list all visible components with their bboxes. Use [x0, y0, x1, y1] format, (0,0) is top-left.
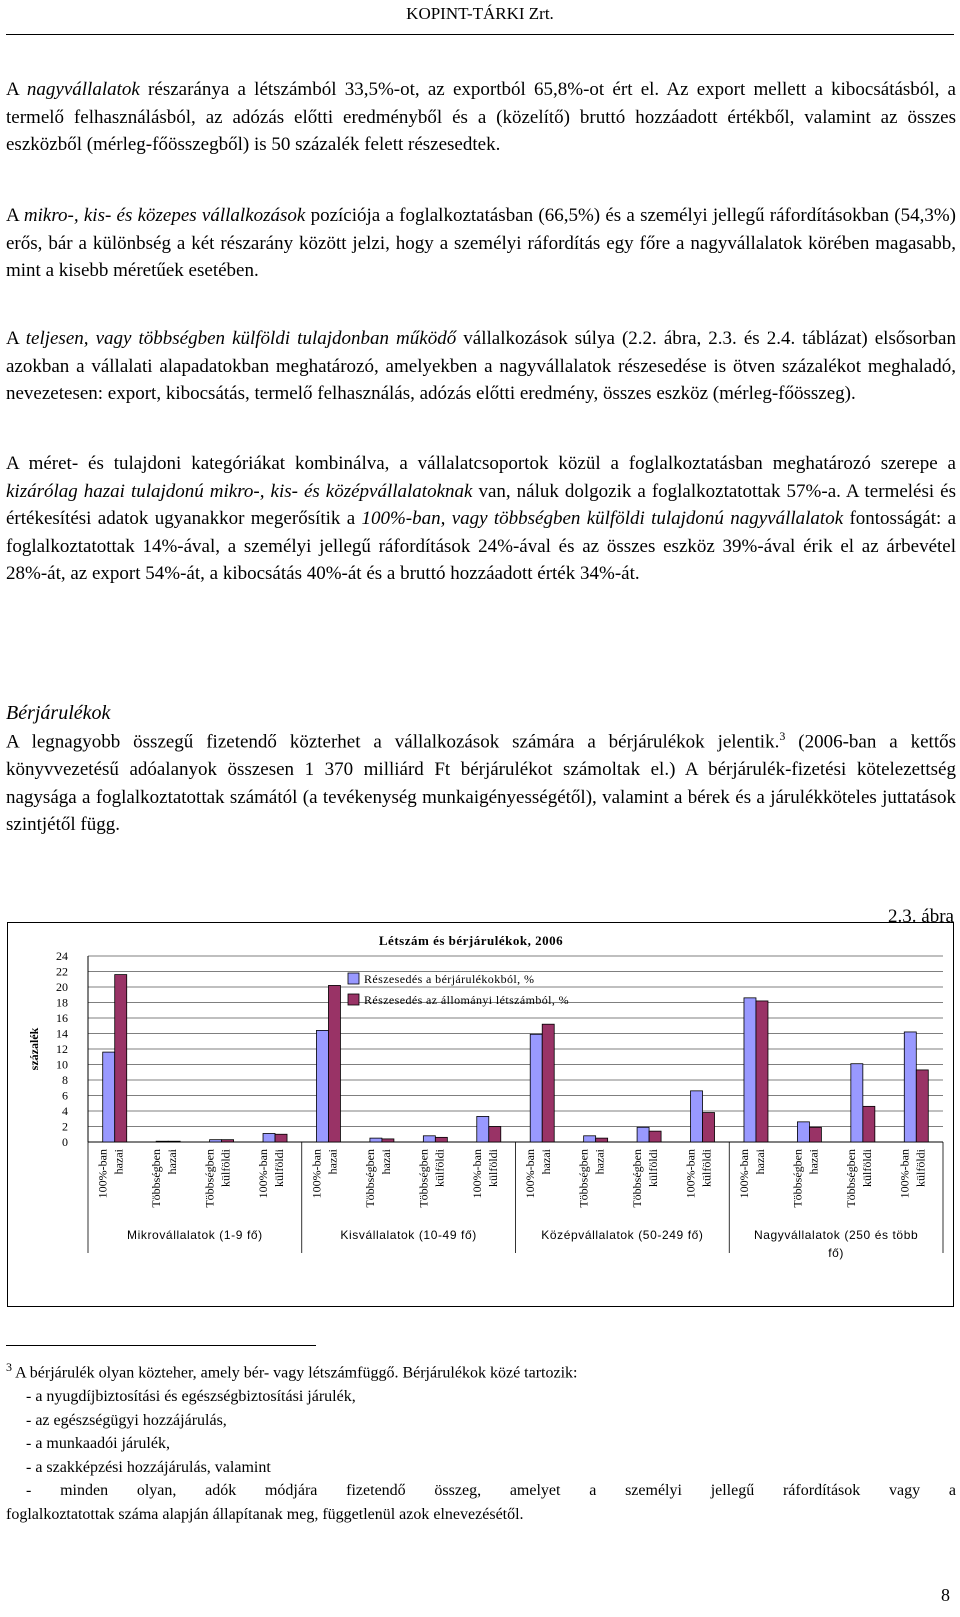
bar: [263, 1133, 275, 1142]
bar: [370, 1138, 382, 1142]
chart-title: Létszám és bérjárulékok, 2006: [378, 933, 564, 948]
footnote-intro: A bérjárulék olyan közteher, amely bér- vagy létszámfüggő. Bérjárulékok közé tartozik:: [12, 1364, 578, 1382]
bar: [222, 1140, 234, 1142]
bar: [797, 1122, 809, 1142]
x-tick-label: Többségben: [362, 1149, 377, 1208]
x-tick-label: hazai: [539, 1149, 554, 1175]
y-tick-label: 16: [56, 1011, 68, 1025]
y-tick-label: 18: [56, 995, 68, 1010]
legend-label: Részesedés a bérjárulékokból, %: [364, 972, 535, 986]
chart-frame: [7, 922, 954, 1307]
bar: [115, 975, 127, 1142]
y-tick-label: 24: [56, 949, 68, 963]
paragraph-payroll-taxes: A legnagyobb összegű fizetendő közterhet a vállalkozások számára a bérjárulékok jelentik.$^3$ (2006-ban a kettős könyvvezetésű adóalanyok összesen 1 370 milliárd Ft bérjárulékot számoltak el.) A bérjárulék-fizetési kötelezettség nagysága a foglalkoztatottak számától (a tevékenység munkaigényességétől), valamint a bérek és a járulékköteles juttatások szintjétől függ.: [6, 729, 956, 836]
x-tick-label: 100%-ban: [469, 1149, 484, 1199]
bar-chart: [8, 923, 953, 1306]
bar: [156, 1141, 168, 1142]
bar: [542, 1024, 554, 1142]
group-label: Középvállalatok (50-249 fő): [541, 1228, 704, 1242]
x-tick-label: 100%-ban: [897, 1149, 912, 1199]
y-tick-label: 6: [62, 1088, 68, 1103]
paragraph-large-enterprises: A nagyvállalatok részaránya a létszámból 33,5%-ot, az exportból 65,8%-ot ért el. Az export mellett a kibocsátásból, a termelő felhasználásból, az adózás előtti eredményből és a (közelítő) bruttó hozzáadott értékből, valamint az összes eszközből (mérleg-főösszegből) is 50 százalék felett részesedtek.: [6, 79, 956, 156]
group-label: Kisvállalatok (10-49 fő): [340, 1228, 477, 1242]
x-tick-label: 100%-ban: [736, 1149, 751, 1199]
bar: [744, 998, 756, 1142]
x-tick-label: hazai: [752, 1149, 767, 1175]
bar: [703, 1113, 715, 1142]
group-label: Mikrovállalatok (1-9 fő): [126, 1228, 263, 1242]
x-tick-label: 100%-ban: [309, 1149, 324, 1199]
x-tick-label: külföldi: [699, 1149, 714, 1187]
x-tick-label: külföldi: [646, 1149, 661, 1187]
bar: [530, 1034, 542, 1142]
running-header: KOPINT-TÁRKI Zrt.: [406, 4, 554, 23]
footnote-rule: [6, 1345, 316, 1346]
section-heading: Bérjárulékok: [6, 702, 111, 724]
y-axis-label: százalék: [27, 1027, 41, 1071]
footnote-mark: 3: [6, 1360, 12, 1374]
y-tick-label: 4: [62, 1104, 68, 1118]
bar: [382, 1139, 394, 1142]
x-tick-label: 100%-ban: [256, 1149, 271, 1199]
bar: [423, 1136, 435, 1142]
x-tick-label: 100%-ban: [683, 1149, 698, 1199]
header-rule: [6, 34, 954, 35]
bar: [649, 1131, 661, 1142]
bar: [316, 1030, 328, 1142]
bar: [809, 1127, 821, 1142]
legend-label: Részesedés az állományi létszámból, %: [364, 993, 570, 1007]
y-tick-label: 22: [56, 964, 68, 979]
footnote-item: - az egészségügyi hozzájárulás,: [26, 1411, 227, 1429]
bar: [904, 1032, 916, 1142]
paragraph-size-ownership: A méret- és tulajdoni kategóriákat kombinálva, a vállalatcsoportok közül a foglalkoztatásban meghatározó szerepe a kizárólag hazai tulajdonú mikro-, kis- és középvállalatoknak van, náluk dolgozik a foglalkoztatottak 57%-a. A termelési és értékesítési adatok ugyanakkor megerősítik a 100%-ban, vagy többségben külföldi tulajdonú nagyvállalatok fontosságát: a foglalkoztatottak 14%-ával, a személyi jellegű ráfordítások 24%-ával és az összes eszköz 39%-ával érik el az árbevétel 28%-át, az export 54%-át, a kibocsátás 40%-át és a bruttó hozzáadott érték 34%-át.: [6, 453, 957, 585]
x-tick-label: hazai: [165, 1149, 180, 1175]
x-tick-label: 100%-ban: [95, 1149, 110, 1199]
bar: [851, 1064, 863, 1142]
x-tick-label: hazai: [325, 1149, 340, 1175]
figure-label: 2.3. ábra: [888, 906, 954, 927]
x-tick-label: Többségben: [202, 1149, 217, 1208]
x-tick-label: Többségben: [416, 1149, 431, 1208]
bar: [477, 1116, 489, 1142]
x-tick-label: külföldi: [859, 1149, 874, 1187]
y-tick-label: 20: [56, 980, 68, 994]
x-tick-label: Többségben: [576, 1149, 591, 1208]
x-tick-label: Többségben: [790, 1149, 805, 1208]
bar: [863, 1106, 875, 1142]
x-tick-label: külföldi: [432, 1149, 447, 1187]
footnote-item-cont: foglalkoztatottak száma alapján állapítanak meg, függetlenül azok elnevezésétől.: [6, 1505, 524, 1523]
bar: [637, 1127, 649, 1142]
x-tick-label: külföldi: [218, 1149, 233, 1187]
y-tick-label: 14: [56, 1026, 68, 1041]
bar: [328, 985, 340, 1142]
bar: [210, 1140, 222, 1142]
y-tick-label: 2: [62, 1119, 68, 1134]
bar: [596, 1138, 608, 1142]
bar: [916, 1070, 928, 1142]
x-tick-label: Többségben: [149, 1149, 164, 1208]
bar: [691, 1091, 703, 1142]
bar: [275, 1134, 287, 1142]
bar: [489, 1127, 501, 1143]
bar: [435, 1137, 447, 1142]
x-tick-label: hazai: [592, 1149, 607, 1175]
footnote: [6, 1356, 956, 1526]
x-tick-label: külföldi: [272, 1149, 287, 1187]
x-tick-label: külföldi: [485, 1149, 500, 1187]
y-tick-label: 8: [62, 1073, 68, 1087]
bar: [584, 1136, 596, 1142]
x-tick-label: 100%-ban: [523, 1149, 538, 1199]
paragraph-foreign-owned: A teljesen, vagy többségben külföldi tulajdonban működő vállalkozások súlya (2.2. ábra, 2.3. és 2.4. táblázat) elsősorban azokban a vállalati alapadatokban meghatározó, amelyekben a nagyvállalatok részesedése is ötven százalékot meghaladó, nevezetesen: export, kibocsátás, termelő felhasználás, adózás előtti eredmény, összes eszköz (mérleg-főösszeg).: [6, 328, 956, 405]
group-label: fő): [828, 1246, 845, 1260]
x-tick-label: hazai: [378, 1149, 393, 1175]
y-tick-label: 0: [62, 1135, 68, 1149]
bar: [756, 1001, 768, 1142]
x-tick-label: külföldi: [913, 1149, 928, 1187]
x-tick-label: Többségben: [843, 1149, 858, 1208]
x-tick-label: hazai: [111, 1149, 126, 1175]
footnote-item: - a nyugdíjbiztosítási és egészségbiztosítási járulék,: [26, 1387, 356, 1405]
x-tick-label: Többségben: [630, 1149, 645, 1208]
group-label: Nagyvállalatok (250 és több: [753, 1228, 919, 1242]
y-tick-label: 12: [56, 1042, 68, 1056]
page-number: 8: [941, 1585, 950, 1605]
y-tick-label: 10: [56, 1057, 68, 1072]
paragraph-sme-position: A mikro-, kis- és közepes vállalkozások pozíciója a foglalkoztatásban (66,5%) és a személyi jellegű ráfordításokban (54,3%) erős, bár a különbség a két részarány között jelzi, hogy a személyi ráfordítás egy főre a nagyvállalatok körében magasabb, mint a kisebb méretűek esetében.: [6, 205, 956, 282]
footnote-item: - a szakképzési hozzájárulás, valamint: [26, 1458, 271, 1476]
x-tick-label: hazai: [806, 1149, 821, 1175]
footnote-item: - minden olyan, adók módjára fizetendő összeg, amelyet a személyi jellegű ráfordítások vagy a: [26, 1482, 956, 1500]
bar: [168, 1141, 180, 1142]
legend-swatch: [348, 973, 359, 984]
legend-swatch: [348, 994, 359, 1005]
bar: [103, 1052, 115, 1142]
footnote-item: - a munkaadói járulék,: [26, 1435, 170, 1453]
